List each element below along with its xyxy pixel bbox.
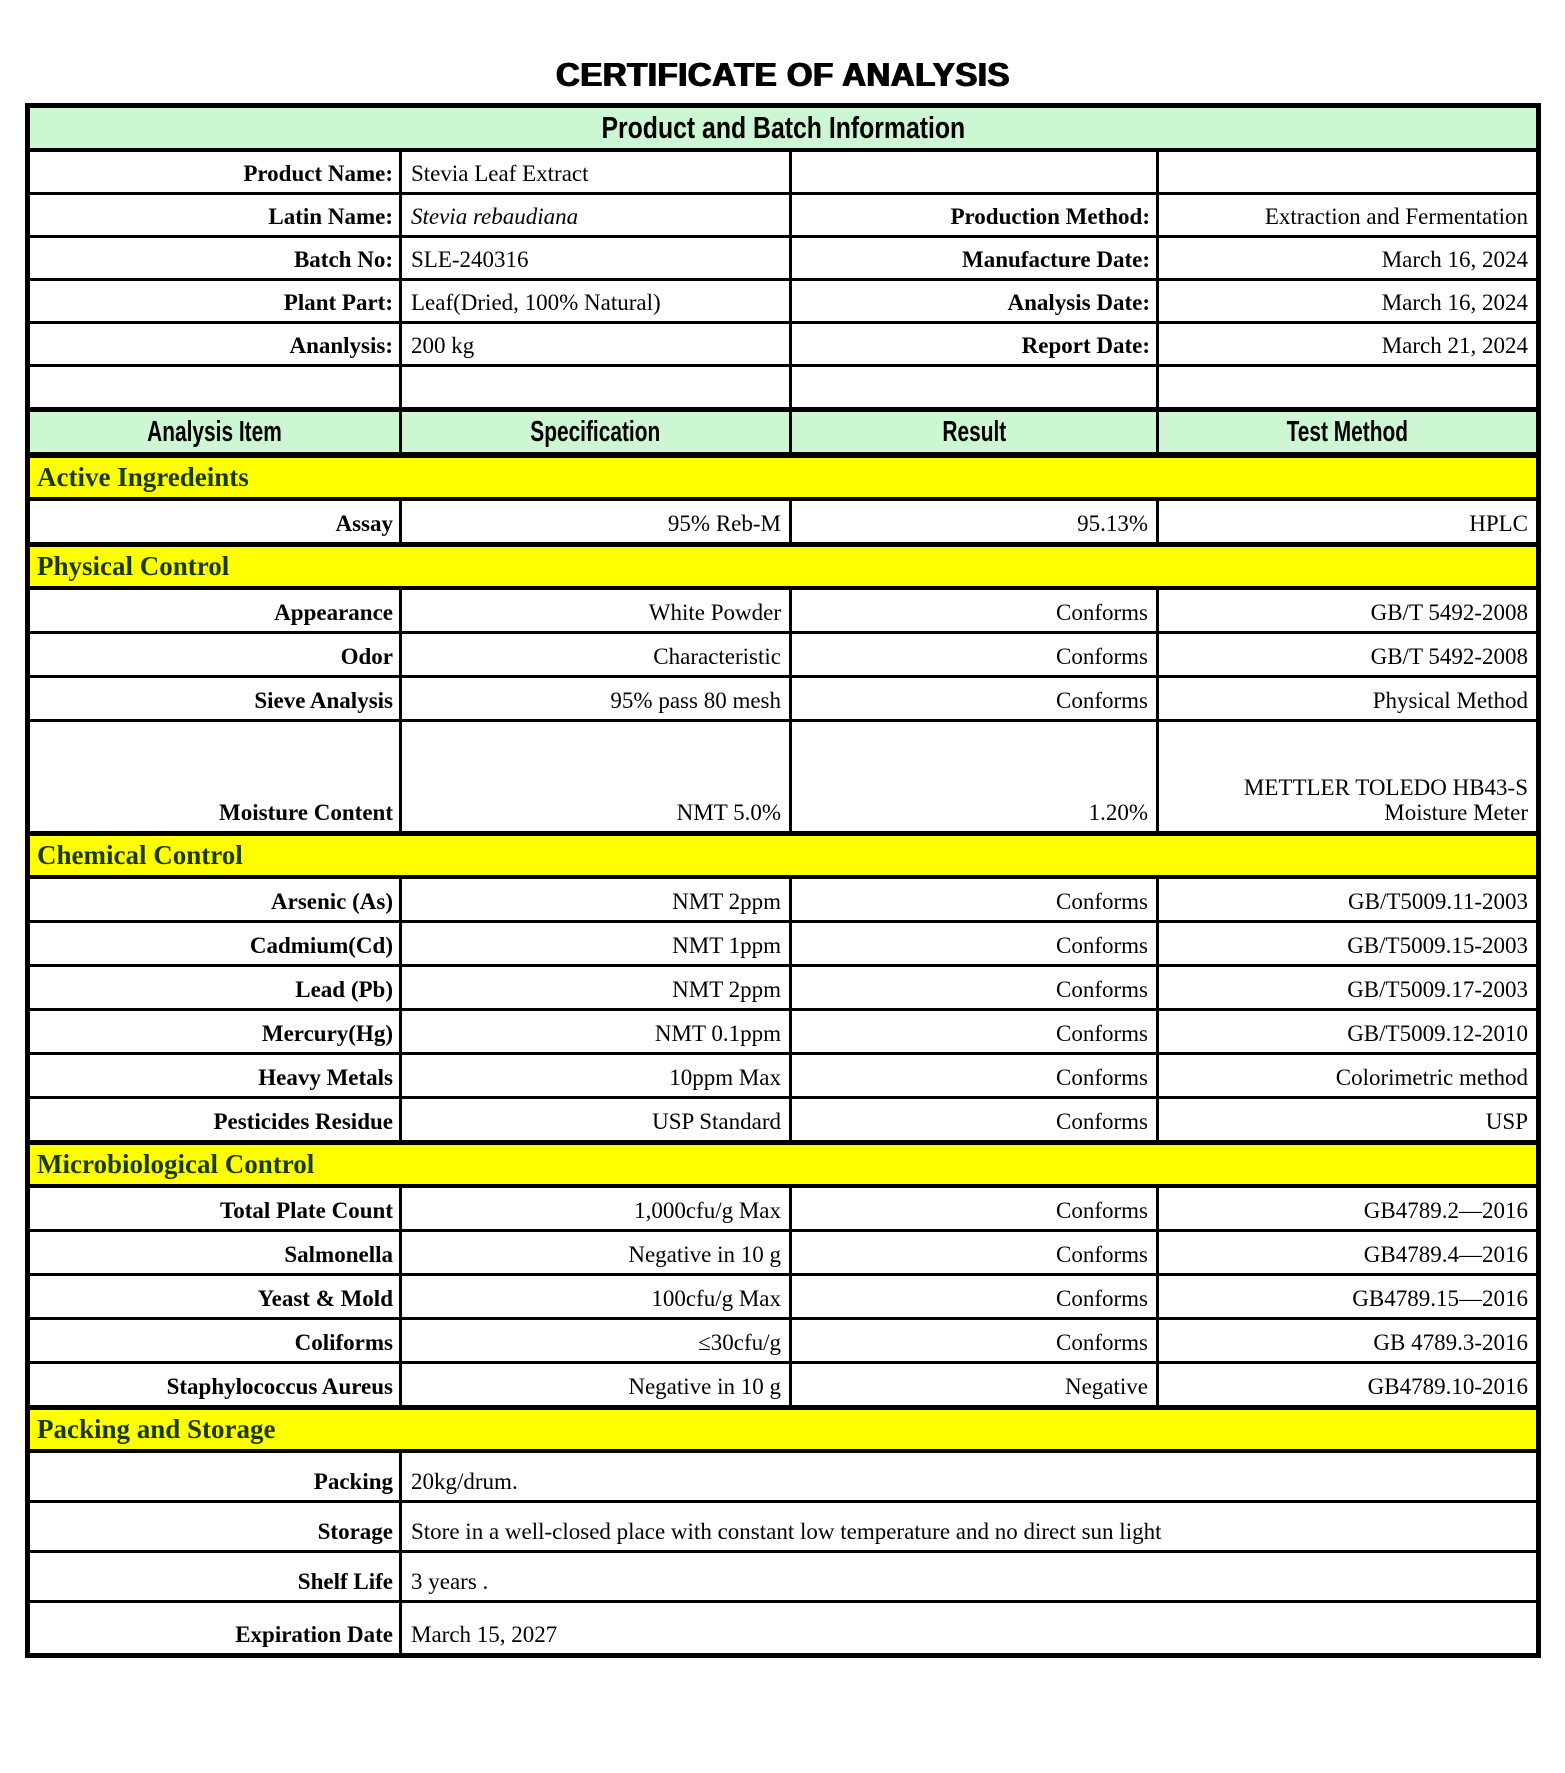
coa-table — [25, 103, 1541, 1658]
analysis-item-cell: Lead (Pb) — [30, 967, 402, 1008]
info-label: Report Date: — [792, 324, 1159, 364]
section-header-packing-storage — [30, 1408, 1536, 1453]
packing-label-cell: Packing — [30, 1453, 402, 1500]
column-header-result — [792, 412, 1159, 452]
shelf-life-value-cell: 3 years . — [411, 1569, 489, 1595]
test-method-cell: GB/T 5492-2008 — [1370, 644, 1528, 670]
info-label: Plant Part: — [30, 281, 402, 321]
specification-cell: White Powder — [402, 590, 792, 631]
info-value: Stevia Leaf Extract — [402, 152, 792, 192]
table-row — [30, 501, 1536, 545]
result-cell: Conforms — [792, 1188, 1159, 1229]
specification-cell: NMT 2ppm — [402, 967, 792, 1008]
result-cell: Conforms — [792, 1099, 1159, 1140]
specification-cell: Negative in 10 g — [402, 1364, 792, 1405]
test-method-cell: Physical Method — [1372, 688, 1528, 714]
info-value: March 16, 2024 — [1381, 247, 1528, 273]
analysis-item-cell: Pesticides Residue — [30, 1099, 402, 1140]
table-row — [30, 879, 1536, 923]
table-row — [30, 1364, 1536, 1408]
info-label — [792, 367, 1159, 407]
section-header-physical-control — [30, 545, 1536, 590]
info-label: Manufacture Date: — [792, 238, 1159, 278]
analysis-item-cell: Salmonella — [30, 1232, 402, 1273]
result-cell: Conforms — [792, 967, 1159, 1008]
column-header-label: Specification — [530, 415, 661, 448]
analysis-item-cell: Arsenic (As) — [30, 879, 402, 920]
specification-cell: Characteristic — [402, 634, 792, 675]
info-row — [30, 152, 1536, 195]
test-method-cell: Colorimetric method — [1335, 1065, 1528, 1091]
analysis-item-cell: Odor — [30, 634, 402, 675]
column-header-analysis-item — [30, 412, 402, 452]
analysis-item-cell: Mercury(Hg) — [30, 1011, 402, 1052]
info-value: SLE-240316 — [402, 238, 792, 278]
specification-cell: 100cfu/g Max — [402, 1276, 792, 1317]
product-batch-header-label: Product and Batch Information — [601, 110, 965, 145]
section-header-label: Physical Control — [37, 551, 230, 581]
info-label: Ananlysis: — [30, 324, 402, 364]
analysis-item-cell: Cadmium(Cd) — [30, 923, 402, 964]
specification-cell: NMT 0.1ppm — [402, 1011, 792, 1052]
info-value: Extraction and Fermentation — [1264, 204, 1528, 230]
table-row — [30, 1320, 1536, 1364]
info-value: March 16, 2024 — [1381, 290, 1528, 316]
test-method-cell: GB/T 5492-2008 — [1370, 600, 1528, 626]
storage-value-cell: Store in a well-closed place with constant low temperature and no direct sun light — [411, 1519, 1162, 1545]
result-cell: 95.13% — [792, 501, 1159, 542]
specification-cell: 1,000cfu/g Max — [402, 1188, 792, 1229]
section-header-chemical-control — [30, 834, 1536, 879]
specification-cell: NMT 2ppm — [402, 879, 792, 920]
info-row-empty — [30, 367, 1536, 410]
packing-value-cell: 20kg/drum. — [411, 1469, 518, 1495]
analysis-item-cell: Sieve Analysis — [30, 678, 402, 719]
analysis-item-cell: Coliforms — [30, 1320, 402, 1361]
test-method-cell: GB/T5009.11-2003 — [1348, 889, 1528, 915]
document-title: CERTIFICATE OF ANALYSIS — [556, 56, 1010, 93]
result-cell: Conforms — [792, 1276, 1159, 1317]
column-header-row — [30, 410, 1536, 456]
info-label: Product Name: — [30, 152, 402, 192]
table-row — [30, 590, 1536, 634]
column-header-label: Result — [942, 415, 1006, 448]
specification-cell: 10ppm Max — [402, 1055, 792, 1096]
info-row — [30, 195, 1536, 238]
specification-cell: 95% pass 80 mesh — [402, 678, 792, 719]
test-method-cell: USP — [1485, 1109, 1528, 1135]
column-header-specification — [402, 412, 792, 452]
test-method-cell: GB/T5009.12-2010 — [1347, 1021, 1528, 1047]
test-method-cell: HPLC — [1469, 511, 1528, 537]
shelf-life-label-cell: Shelf Life — [30, 1553, 402, 1600]
info-row — [30, 238, 1536, 281]
expiration-date-value-cell: March 15, 2027 — [411, 1622, 558, 1648]
specification-cell: ≤30cfu/g — [402, 1320, 792, 1361]
table-row — [30, 1276, 1536, 1320]
table-row — [30, 1603, 1536, 1653]
result-cell: Conforms — [792, 923, 1159, 964]
analysis-item-cell: Assay — [30, 501, 402, 542]
test-method-cell: GB 4789.3-2016 — [1373, 1330, 1528, 1356]
table-row — [30, 1188, 1536, 1232]
table-row — [30, 1453, 1536, 1503]
column-header-test-method — [1159, 412, 1536, 452]
result-cell: Conforms — [792, 1055, 1159, 1096]
info-value — [1159, 152, 1536, 192]
test-method-cell: GB4789.15—2016 — [1352, 1286, 1528, 1312]
test-method-cell: GB4789.4—2016 — [1363, 1242, 1528, 1268]
result-cell: Conforms — [792, 678, 1159, 719]
analysis-item-cell: Total Plate Count — [30, 1188, 402, 1229]
specification-cell: Negative in 10 g — [402, 1232, 792, 1273]
info-label — [792, 152, 1159, 192]
info-label: Latin Name: — [30, 195, 402, 235]
result-cell: Negative — [792, 1364, 1159, 1405]
analysis-item-cell: Moisture Content — [30, 722, 402, 831]
info-value: Leaf(Dried, 100% Natural) — [402, 281, 792, 321]
result-cell: Conforms — [792, 1232, 1159, 1273]
info-value: March 21, 2024 — [1381, 333, 1528, 359]
analysis-item-cell: Appearance — [30, 590, 402, 631]
info-value: Stevia rebaudiana — [402, 195, 792, 235]
info-label: Analysis Date: — [792, 281, 1159, 321]
specification-cell: NMT 1ppm — [402, 923, 792, 964]
table-row — [30, 634, 1536, 678]
info-row — [30, 281, 1536, 324]
test-method-cell: GB4789.10-2016 — [1367, 1374, 1528, 1400]
result-cell: Conforms — [792, 1011, 1159, 1052]
result-cell: Conforms — [792, 1320, 1159, 1361]
info-value — [1159, 367, 1536, 407]
column-header-label: Analysis Item — [147, 415, 282, 448]
table-row — [30, 1055, 1536, 1099]
table-row — [30, 722, 1536, 834]
analysis-item-cell: Yeast & Mold — [30, 1276, 402, 1317]
analysis-item-cell: Staphylococcus Aureus — [30, 1364, 402, 1405]
table-row — [30, 1503, 1536, 1553]
specification-cell: 95% Reb-M — [402, 501, 792, 542]
section-header-active-ingredients — [30, 456, 1536, 501]
column-header-label: Test Method — [1286, 415, 1409, 448]
result-cell: 1.20% — [792, 722, 1159, 831]
info-value: 200 kg — [402, 324, 792, 364]
info-row — [30, 324, 1536, 367]
section-header-label: Packing and Storage — [37, 1414, 276, 1444]
specification-cell: USP Standard — [402, 1099, 792, 1140]
table-row — [30, 1232, 1536, 1276]
test-method-cell: METTLER TOLEDO HB43-S Moisture Meter — [1243, 774, 1528, 826]
table-row — [30, 678, 1536, 722]
info-value — [402, 367, 792, 407]
info-label: Production Method: — [792, 195, 1159, 235]
table-row — [30, 923, 1536, 967]
test-method-cell: GB4789.2—2016 — [1363, 1198, 1528, 1224]
specification-cell: NMT 5.0% — [402, 722, 792, 831]
result-cell: Conforms — [792, 590, 1159, 631]
info-label: Batch No: — [30, 238, 402, 278]
section-header-label: Active Ingredeints — [37, 462, 249, 492]
table-row — [30, 1011, 1536, 1055]
result-cell: Conforms — [792, 634, 1159, 675]
result-cell: Conforms — [792, 879, 1159, 920]
test-method-cell: GB/T5009.17-2003 — [1347, 977, 1528, 1003]
test-method-cell: GB/T5009.15-2003 — [1347, 933, 1528, 959]
table-row — [30, 1099, 1536, 1143]
storage-label-cell: Storage — [30, 1503, 402, 1550]
table-row — [30, 967, 1536, 1011]
section-header-label: Microbiological Control — [37, 1149, 315, 1179]
expiration-date-label-cell: Expiration Date — [30, 1603, 402, 1653]
section-header-microbiological-control — [30, 1143, 1536, 1188]
analysis-item-cell: Heavy Metals — [30, 1055, 402, 1096]
table-row — [30, 1553, 1536, 1603]
section-header-label: Chemical Control — [37, 840, 243, 870]
info-label — [30, 367, 402, 407]
product-batch-header — [30, 108, 1536, 152]
